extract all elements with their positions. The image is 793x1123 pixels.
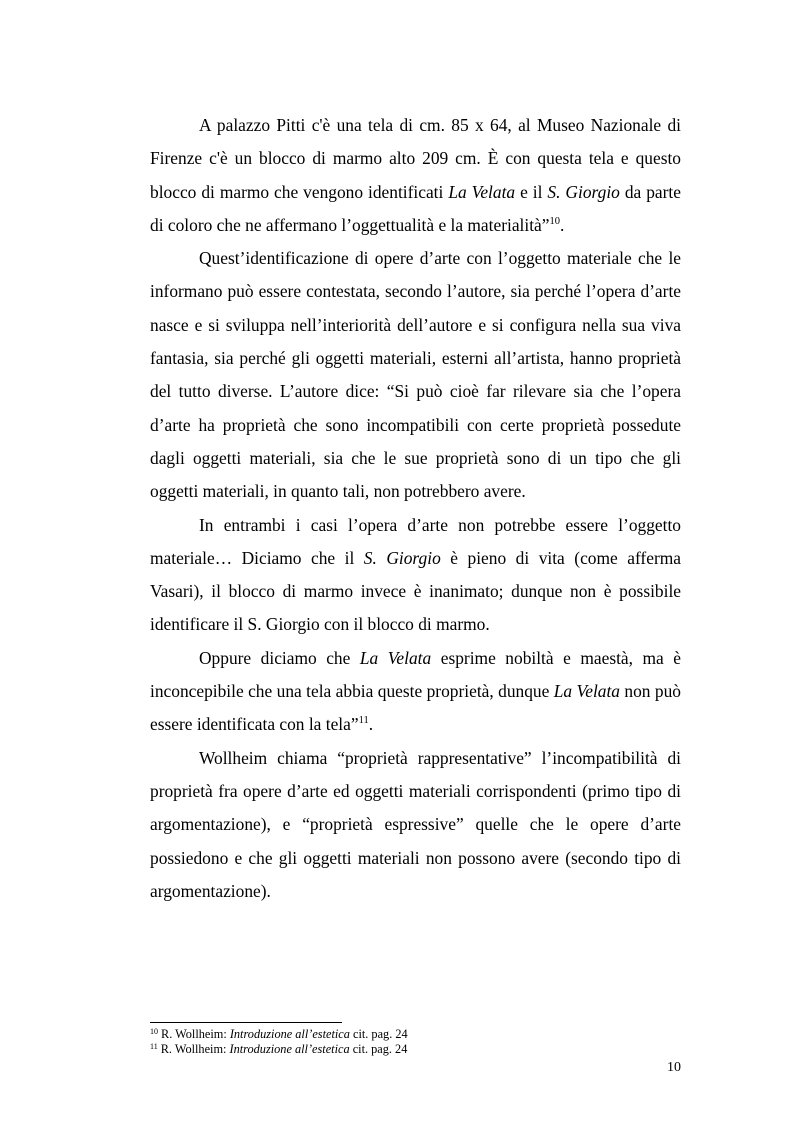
text-segment: In entrambi i casi l’opera d’arte non potrebbe essere l’oggetto materiale… Diciamo che il (150, 514, 681, 568)
italic-title: S. Giorgio (363, 547, 441, 568)
text-segment: Wollheim chiama “proprietà rappresentative” l’incompatibilità di proprietà fra opere d’arte ed oggetti materiali corrispondenti (primo tipo di argomentazione), e “proprietà espressive” quelle che le opere d’arte possiedono e che gli oggetti materiali non possono avere (secondo tipo di argomentazione). (150, 747, 681, 901)
footnote-title: Introduzione all’estetica (229, 1027, 350, 1041)
text-segment: Quest’identificazione di opere d’arte con l’oggetto materiale che le informano può essere contestata, secondo l’autore, sia perché l’opera d’arte nasce e si sviluppa nell’interiorità dell’autore e si configura nella sua viva fantasia, sia perché gli oggetti materiali, esterni all’artista, hanno proprietà del tutto diverse. L’autore dice: “Si può cioè far rilevare sia che l’opera d’arte ha proprietà che sono incompatibili con certe proprietà possedute dagli oggetti materiali, sia che le sue proprietà sono di un tipo che gli oggetti materiali, in quanto tali, non potrebbero avere. (150, 248, 681, 502)
body-text (150, 109, 681, 908)
footnote-citation: cit. pag. 24 (349, 1027, 408, 1041)
text-segment: esprime nobiltà e maestà, ma è inconcepibile che una tela abbia queste proprietà, dunque (150, 647, 681, 702)
footnotes (150, 1027, 681, 1057)
footnote-citation: cit. pag. 24 (349, 1042, 408, 1056)
page-number: 10 (667, 1060, 681, 1075)
text-segment: . (368, 714, 374, 735)
text-segment: non può essere identificata con la tela” (150, 681, 682, 735)
text-segment: Oppure diciamo che (199, 647, 360, 668)
paragraph (150, 642, 681, 742)
paragraph (150, 742, 681, 908)
text-segment: è pieno di vita (come afferma Vasari), il blocco di marmo invece è inanimato; dunque non è possibile identificare il S. Giorgio con il blocco di marmo. (150, 547, 681, 635)
italic-title: S. Giorgio (547, 181, 620, 202)
footnote-author: R. Wollheim: (161, 1027, 230, 1041)
italic-title: La Velata (553, 681, 620, 702)
text-segment: e il (515, 181, 548, 202)
paragraph (150, 242, 681, 508)
footnote-divider (150, 1022, 342, 1023)
italic-title: La Velata (359, 647, 432, 668)
footnote (150, 1027, 681, 1042)
footnote-author: R. Wollheim: (160, 1042, 230, 1056)
paragraph (150, 109, 681, 242)
italic-title: La Velata (448, 181, 516, 202)
footnote-number: 10 (150, 1027, 158, 1036)
footnote-number: 11 (150, 1042, 158, 1051)
text-segment: da parte di coloro che ne affermano l’oggettualità e la materialità” (150, 181, 681, 235)
footnote-title: Introduzione all’estetica (229, 1042, 350, 1056)
text-segment: . (559, 214, 565, 235)
footnote-ref[interactable]: 10 (549, 215, 560, 227)
footnote-ref[interactable]: 11 (358, 715, 369, 727)
footnote (150, 1042, 681, 1057)
text-segment: A palazzo Pitti c'è una tela di cm. 85 x 64, al Museo Nazionale di Firenze c'è un blocco di marmo alto 209 cm. È con questa tela e questo blocco di marmo che vengono identificati (150, 115, 681, 202)
paragraph (150, 509, 681, 642)
